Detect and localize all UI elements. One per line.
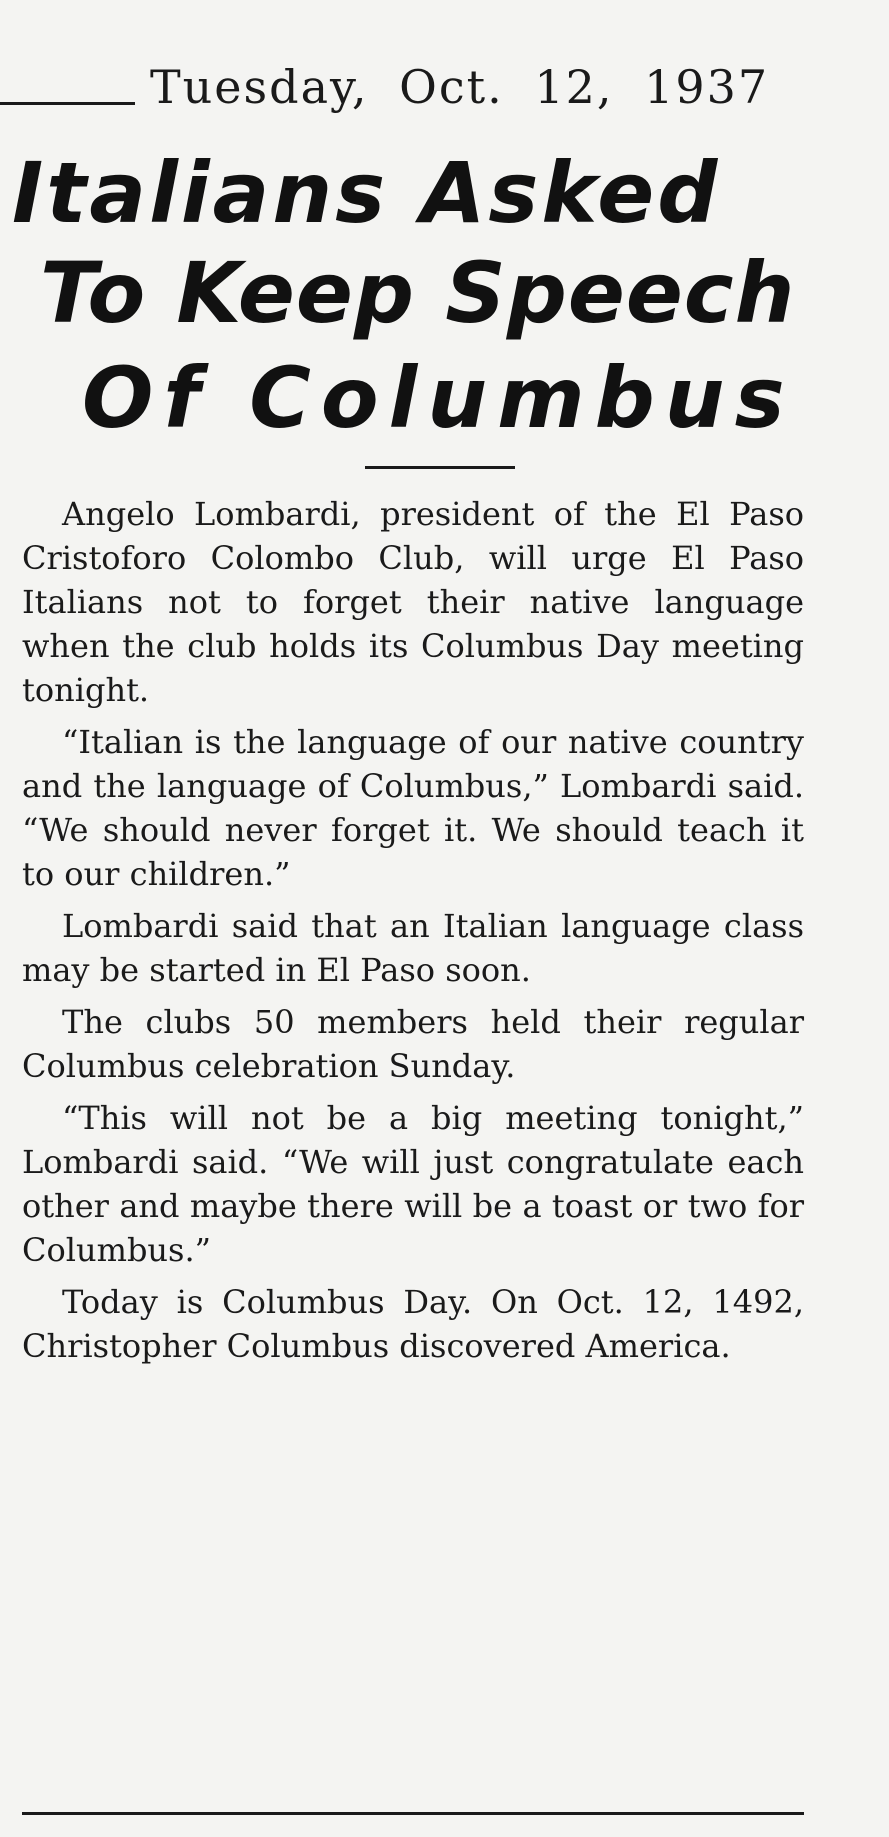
paragraph: “Italian is the language of our native country and the language of Columbus,” Lombardi said. “We should never forget it. We should teach it to our children.” bbox=[22, 723, 804, 893]
headline-line-2: To Keep Speech bbox=[40, 244, 796, 342]
dateline-rule bbox=[0, 102, 135, 105]
headline-line-1: Italians Asked bbox=[12, 144, 721, 242]
paragraph: Lombardi said that an Italian language class may be started in El Paso soon. bbox=[22, 907, 804, 989]
dateline bbox=[0, 60, 810, 120]
paragraph: Angelo Lombardi, president of the El Paso Cristoforo Colombo Club, will urge El Paso Italians not to forget their native language when the club holds its Columbus Day meeting tonight. bbox=[22, 495, 804, 709]
paragraph: The clubs 50 members held their regular Columbus celebration Sunday. bbox=[22, 1003, 804, 1085]
bottom-rule bbox=[22, 1812, 804, 1815]
headline-line-3: Of Columbus bbox=[82, 349, 795, 447]
paragraph: “This will not be a big meeting tonight,” Lombardi said. “We will just congratulate each other and maybe there will be a toast or two for Columbus.” bbox=[22, 1099, 804, 1269]
dateline-text: Tuesday, Oct. 12, 1937 bbox=[150, 60, 770, 114]
headline-rule bbox=[365, 466, 515, 469]
paragraph: Today is Columbus Day. On Oct. 12, 1492, Christopher Columbus discovered America. bbox=[22, 1283, 804, 1365]
article-body bbox=[22, 492, 804, 1376]
